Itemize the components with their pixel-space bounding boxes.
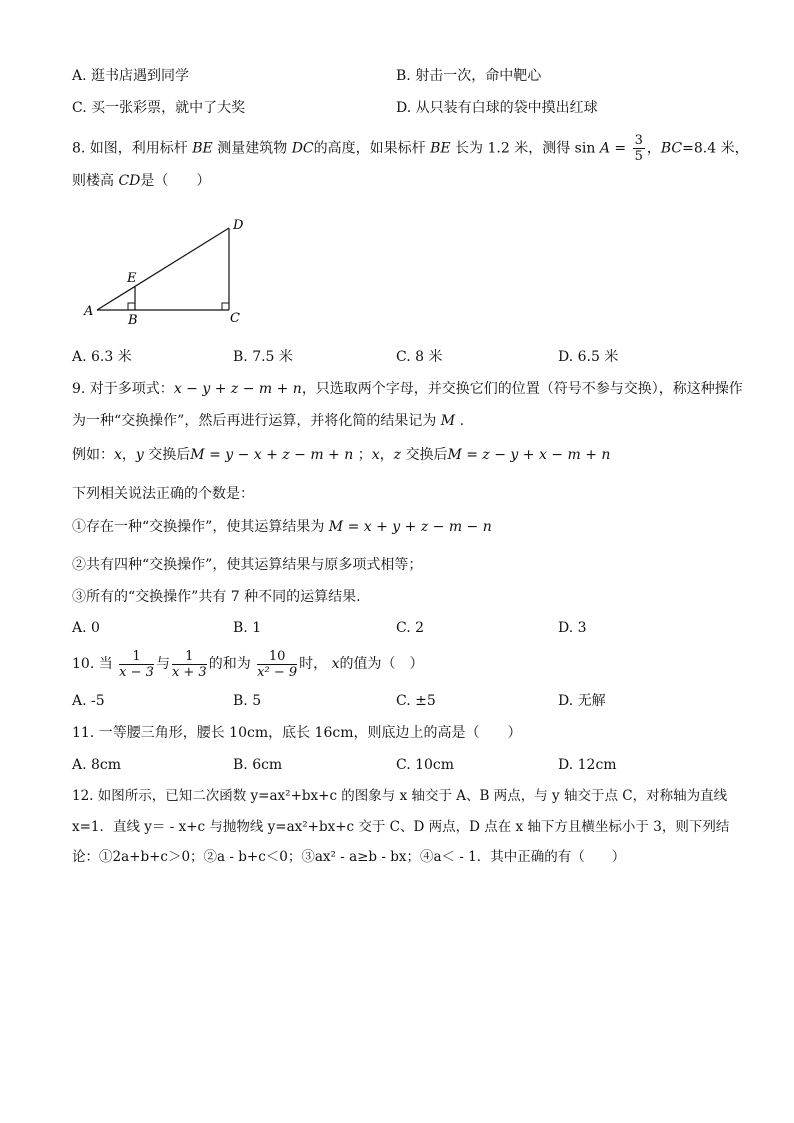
q9-text: ，	[379, 447, 394, 463]
q8-eq: =	[614, 140, 627, 157]
q9-line3	[72, 446, 610, 464]
q9-var: x	[371, 447, 380, 463]
q8-be: BE	[192, 140, 213, 157]
q7-option-c: C. 买一张彩票，就中了大奖	[72, 100, 246, 116]
q8-text: 8. 如图，利用标杆	[72, 140, 188, 157]
q7-option-b: B. 射击一次，命中靶心	[396, 68, 542, 84]
q10-option-b: B. 5	[233, 693, 262, 709]
q12-line1: 12. 如图所示，已知二次函数 y=ax²+bx+c 的图象与 x 轴交于 A、B 两点，与 y 轴交于点 C，对称轴为直线	[72, 788, 728, 804]
q9-text: ①存在一种“交换操作”，使其运算结果为	[72, 519, 325, 535]
q12-line3: 论：①2a+b+c＞0；②a - b+c＜0；③ax² - a≥b - bx；④a＜ - 1．其中正确的有（ ）	[72, 849, 626, 865]
q11-option-c: C. 10cm	[396, 757, 455, 773]
q8-angle-a: A	[599, 140, 610, 157]
q9-text: 例如：	[72, 447, 114, 463]
q11-option-d: D. 12cm	[558, 757, 617, 773]
q8-label-a: A	[84, 304, 94, 319]
q8-frac-num: 3	[634, 133, 643, 148]
q9-var: z	[393, 447, 401, 463]
q11-option-a: A. 8cm	[72, 757, 122, 773]
q8-text: 则楼高	[72, 173, 114, 189]
q8-text: 的高度，如果标杆	[313, 140, 426, 157]
q9-text: 交换后	[405, 447, 448, 463]
q9-option-b: B. 1	[233, 620, 262, 636]
q9-text: 为一种“交换操作”，然后再进行运算，并将化简的结果记为	[72, 413, 437, 429]
q10-option-d: D. 无解	[558, 693, 606, 709]
q9-line1	[72, 380, 743, 398]
q10-text: 的值为（ ）	[339, 656, 424, 672]
q10-option-c: C. ±5	[396, 693, 436, 709]
q10-stem	[72, 646, 424, 682]
q10-f2-num: 1	[172, 649, 207, 665]
q8-bc: BC	[660, 140, 683, 157]
q9-example1: M = y − x + z − m + n	[190, 447, 354, 463]
q9-text: .	[459, 413, 465, 429]
q10-f1-den: x − 3	[119, 664, 154, 680]
q10-fraction3	[257, 649, 297, 680]
q9-line4: 下列相关说法正确的个数是：	[72, 486, 254, 502]
q9-option-a: A. 0	[72, 620, 100, 636]
q10-text: 的和为	[208, 656, 251, 672]
q10-fraction1	[119, 649, 154, 680]
q10-text: 与	[155, 656, 170, 672]
q9-statement2: ②共有四种“交换操作”，使其运算结果与原多项式相等；	[72, 557, 423, 573]
q9-text: 交换后	[148, 447, 191, 463]
q9-statement1-expr: M = x + y + z − m − n	[328, 519, 492, 535]
q7-option-a: A. 逛书店遇到同学	[72, 68, 190, 84]
q8-be: BE	[430, 140, 451, 157]
q8-dc: DC	[291, 140, 314, 157]
q8-fraction	[633, 133, 645, 164]
q7-option-d: D. 从只装有白球的袋中摸出红球	[396, 100, 598, 116]
q9-line2	[72, 412, 464, 430]
q9-text: ，	[121, 447, 136, 463]
q8-label-c: C	[230, 311, 240, 326]
q9-example2: M = z − y + x − m + n	[447, 447, 611, 463]
q8-option-a: A. 6.3 米	[72, 349, 132, 365]
q8-label-d: D	[233, 218, 244, 233]
q8-frac-den: 5	[634, 149, 643, 164]
q9-var: x	[114, 447, 122, 463]
q9-text: ，只选取两个字母，并交换它们的位置（符号不参与交换），称这种操作	[301, 381, 743, 397]
q8-text: ，	[646, 140, 661, 157]
q8-stem-line1	[72, 133, 749, 164]
q8-sin: sin	[574, 140, 596, 157]
q9-m: M	[440, 413, 456, 429]
q11-stem: 11. 一等腰三角形，腰长 10cm，底长 16cm，则底边上的高是（ ）	[72, 725, 522, 741]
q10-f2-den: x + 3	[171, 664, 207, 680]
q8-cd: CD	[118, 173, 141, 189]
q10-text: 时，	[299, 656, 328, 672]
q10-x: x	[331, 656, 340, 672]
q8-label-e: E	[127, 271, 137, 286]
q8-triangle-figure	[80, 212, 250, 328]
q12-line2: x=1．直线 y＝ - x+c 与抛物线 y=ax²+bx+c 交于 C、D 两点，D 点在 x 轴下方且横坐标小于 3，则下列结	[72, 819, 730, 835]
q10-fraction2	[172, 649, 207, 680]
q8-text: 长为 1.2 米，测得	[455, 140, 571, 157]
q9-option-c: C. 2	[396, 620, 425, 636]
q8-text: 测量建筑物	[217, 140, 288, 157]
q8-option-c: C. 8 米	[396, 349, 443, 365]
q10-f1-num: 1	[119, 649, 154, 665]
q9-polynomial: x − y + z − m + n	[173, 381, 302, 397]
q10-f3-num: 10	[257, 649, 297, 665]
q10-option-a: A. -5	[72, 693, 105, 709]
q8-stem-line2	[72, 172, 210, 190]
q9-statement3: ③所有的“交换操作”共有 7 种不同的运算结果.	[72, 589, 361, 605]
q10-f3-den: x² − 9	[257, 664, 298, 680]
q8-label-b: B	[128, 313, 138, 328]
q8-option-d: D. 6.5 米	[558, 349, 619, 365]
q10-text: 10. 当	[72, 656, 113, 672]
q9-statement1	[72, 518, 492, 536]
q8-text: =8.4 米，	[682, 140, 749, 157]
q9-option-d: D. 3	[558, 620, 587, 636]
q8-text: 是（ ）	[140, 173, 211, 189]
q9-text: ；	[357, 447, 372, 463]
q8-option-b: B. 7.5 米	[233, 349, 293, 365]
q11-option-b: B. 6cm	[233, 757, 283, 773]
q9-text: 9. 对于多项式：	[72, 381, 174, 397]
q9-var: y	[135, 447, 144, 463]
